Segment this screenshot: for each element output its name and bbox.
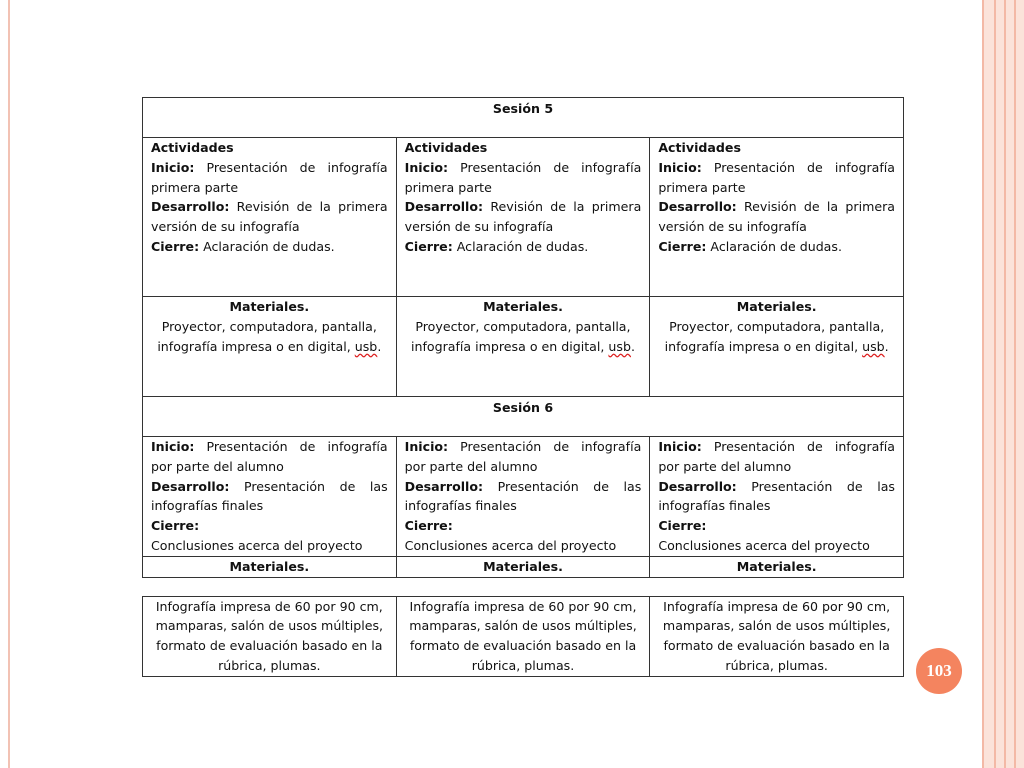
activity-item: Cierre: — [151, 518, 200, 534]
session-plan-document — [142, 97, 904, 677]
session-6-activities-cell — [143, 437, 397, 557]
activity-item: Cierre: Aclaración de dudas. — [404, 238, 589, 254]
session-5-materials-cell — [143, 297, 397, 397]
materials-title: Materiales. — [483, 299, 563, 314]
activity-item: Desarrollo: Revisión de la primera versión de su infografía — [658, 199, 895, 235]
materials-title: Materiales. — [736, 299, 817, 314]
activity-item: Desarrollo: Presentación de las infografías finales — [404, 478, 642, 514]
session-6-activities-cell — [650, 437, 904, 557]
session-5-title: Sesión 5 — [143, 98, 904, 138]
activity-item: Inicio: Presentación de infografía por parte del alumno — [658, 439, 895, 474]
slide-frame-right-stripes — [976, 0, 1024, 768]
activity-item: Conclusiones acerca del proyecto — [151, 537, 363, 553]
materials-title: Materiales. — [143, 556, 397, 577]
session-6-activities-cell — [396, 437, 650, 557]
activities-header: Actividades — [658, 140, 741, 155]
session-6-header-row — [143, 397, 904, 437]
activity-item: Cierre: Aclaración de dudas. — [658, 238, 842, 254]
activity-item: Inicio: Presentación de infografía primera parte — [151, 159, 388, 195]
activity-item: Cierre: — [404, 518, 453, 534]
materials-title: Materiales. — [650, 556, 904, 577]
session-5-activities-cell — [650, 138, 904, 297]
session-5-activities-cell — [143, 138, 397, 297]
session-6-materials-row — [143, 596, 904, 676]
session-5-activities-cell — [396, 138, 650, 297]
materials-text: Proyector, computadora, pantalla, infografía impresa o en digital, usb. — [664, 318, 889, 354]
session-5-materials-row — [143, 297, 904, 397]
session-6-materials-title-row — [143, 556, 904, 577]
activity-item: Inicio: Presentación de infografía por parte del alumno — [404, 439, 642, 474]
activity-item: Cierre: — [658, 518, 707, 534]
activity-item: Desarrollo: Revisión de la primera versión de su infografía — [151, 199, 388, 235]
activity-item: Desarrollo: Revisión de la primera versión de su infografía — [404, 199, 642, 235]
session-6-activities-row — [143, 437, 904, 557]
session-6-materials-table — [142, 596, 904, 677]
activity-item: Inicio: Presentación de infografía por parte del alumno — [151, 439, 388, 474]
session-5-materials-cell — [650, 297, 904, 397]
session-6-title: Sesión 6 — [143, 397, 904, 437]
page-number-badge: 103 — [916, 648, 962, 694]
materials-text: Proyector, computadora, pantalla, infografía impresa o en digital, usb. — [157, 318, 382, 354]
activity-item: Cierre: Aclaración de dudas. — [151, 238, 335, 254]
session-6-materials-cell: Infografía impresa de 60 por 90 cm, mamparas, salón de usos múltiples, formato de evaluación basado en la rúbrica, plumas. — [650, 596, 904, 676]
session-table — [142, 97, 904, 578]
session-6-materials-cell: Infografía impresa de 60 por 90 cm, mamparas, salón de usos múltiples, formato de evaluación basado en la rúbrica, plumas. — [396, 596, 650, 676]
activity-item: Desarrollo: Presentación de las infografías finales — [658, 478, 895, 514]
activity-item: Conclusiones acerca del proyecto — [658, 537, 870, 553]
activity-item: Inicio: Presentación de infografía primera parte — [404, 159, 642, 195]
session-5-header-row — [143, 98, 904, 138]
activities-header: Actividades — [404, 140, 488, 155]
activity-item: Conclusiones acerca del proyecto — [404, 537, 617, 553]
activity-item: Desarrollo: Presentación de las infografías finales — [151, 478, 388, 514]
session-6-materials-cell: Infografía impresa de 60 por 90 cm, mamparas, salón de usos múltiples, formato de evaluación basado en la rúbrica, plumas. — [143, 596, 397, 676]
session-5-activities-row — [143, 138, 904, 297]
materials-title: Materiales. — [229, 299, 310, 314]
activities-header: Actividades — [151, 140, 234, 155]
session-5-materials-cell — [396, 297, 650, 397]
slide-frame-left-line — [8, 0, 10, 768]
activity-item: Inicio: Presentación de infografía primera parte — [658, 159, 895, 195]
materials-text: Proyector, computadora, pantalla, infografía impresa o en digital, usb. — [410, 318, 635, 354]
materials-title: Materiales. — [396, 556, 650, 577]
